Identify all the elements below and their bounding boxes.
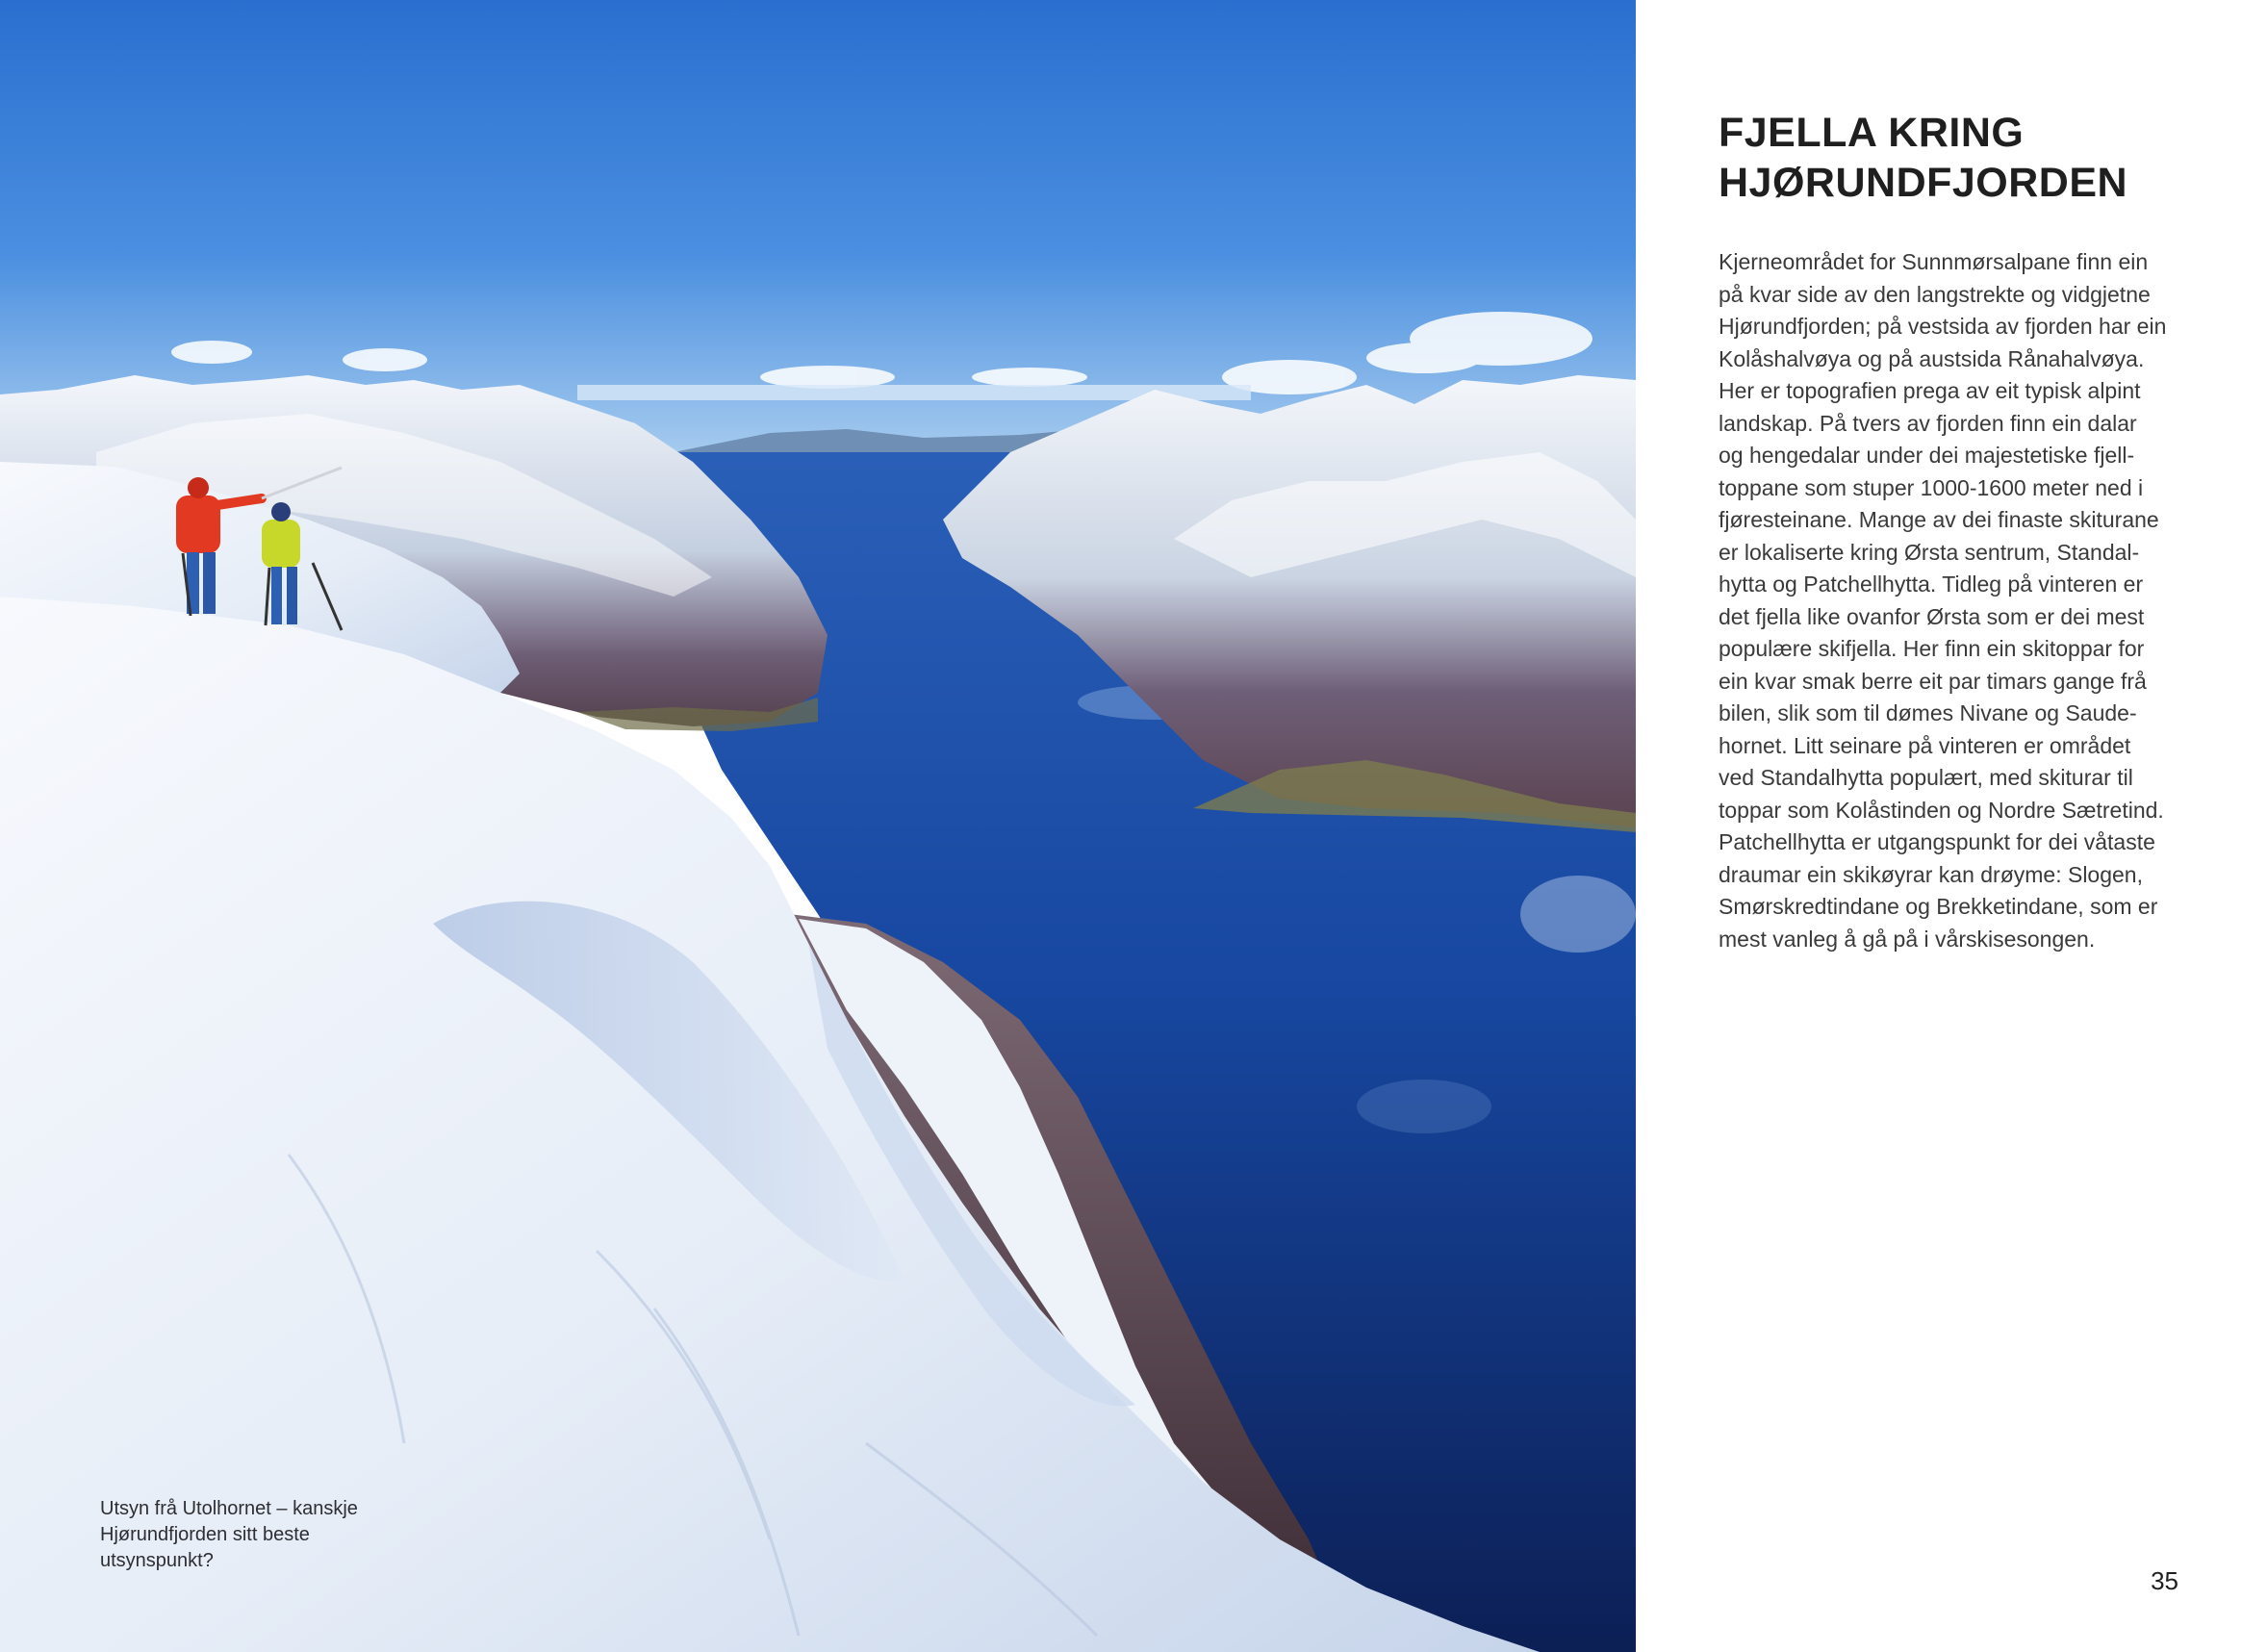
article-body-line: på kvar side av den langstrekte og vidgjetne — [1719, 281, 2151, 307]
article-body-line: landskap. På tvers av fjorden finn ein dalar — [1719, 410, 2137, 436]
article-body-line: Smørskredtindane og Brekketindane, som er — [1719, 894, 2158, 919]
article-body-line: det fjella like ovanfor Ørsta som er dei mest — [1719, 603, 2145, 629]
article-title-line: HJØRUNDFJORDEN — [1719, 160, 2128, 206]
article-body — [1719, 246, 2180, 955]
photo-caption-line: Utsyn frå Utolhornet – kanskje — [100, 1498, 358, 1519]
article-body-line: fjøresteinane. Mange av dei finaste skiturane — [1719, 507, 2159, 532]
article-body-line: ein kvar smak berre eit par timars gange frå — [1719, 668, 2147, 694]
article-title-line: FJELLA KRING — [1719, 110, 2025, 156]
photo-caption — [100, 1496, 389, 1574]
article-body-line: Her er topografien prega av eit typisk alpint — [1719, 378, 2141, 403]
photo-caption-line: utsynspunkt? — [100, 1550, 214, 1571]
article-body-line: toppar som Kolåstinden og Nordre Sætretind. — [1719, 797, 2164, 823]
article-body-line: Hjørundfjorden; på vestsida av fjorden har ein — [1719, 314, 2167, 339]
article-body-line: ved Standalhytta populært, med skiturar til — [1719, 765, 2133, 790]
article-body-line: hytta og Patchellhytta. Tidleg på vinteren er — [1719, 572, 2144, 597]
article-body-line: Patchellhytta er utgangspunkt for dei våtaste — [1719, 829, 2155, 854]
article-title — [1719, 108, 2180, 208]
article-body-line: draumar ein skikøyrar kan drøyme: Slogen, — [1719, 861, 2143, 887]
article-body-line: Kjerneområdet for Sunnmørsalpane finn ein — [1719, 249, 2149, 274]
article-body-line: populære skifjella. Her finn ein skitoppar for — [1719, 636, 2145, 661]
article-body-line: Kolåshalvøya og på austsida Rånahalvøya. — [1719, 345, 2145, 371]
article-body-line: er lokaliserte kring Ørsta sentrum, Standal- — [1719, 539, 2140, 565]
article-column — [1719, 108, 2180, 955]
article-body-line: hornet. Litt seinare på vinteren er området — [1719, 732, 2131, 758]
article-body-line: og hengedalar under dei majestetiske fjell- — [1719, 443, 2135, 468]
photo-caption-line: Hjørundfjorden sitt beste — [100, 1524, 310, 1545]
article-body-line: toppane som stuper 1000-1600 meter ned i — [1719, 474, 2144, 500]
article-body-line: bilen, slik som til dømes Nivane og Saude- — [1719, 700, 2137, 725]
article-body-line: mest vanleg å gå på i vårskisesongen. — [1719, 926, 2096, 952]
page-number: 35 — [2151, 1566, 2178, 1595]
